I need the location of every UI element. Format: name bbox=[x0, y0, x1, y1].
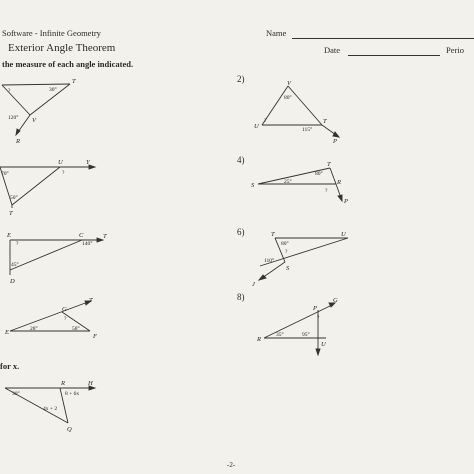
figure-problem-3 bbox=[0, 165, 95, 208]
p9-label-R: R bbox=[61, 380, 65, 387]
p4-angle-unknown: ? bbox=[325, 188, 328, 194]
figure-problem-2 bbox=[262, 86, 339, 137]
instructions-angles: the measure of each angle indicated. bbox=[2, 59, 134, 69]
p1-label-T: T bbox=[72, 78, 76, 85]
problem-number-8: 8) bbox=[237, 292, 245, 302]
p3-label-T: T bbox=[9, 210, 13, 217]
p9-angle-30: 30° bbox=[12, 391, 20, 397]
worksheet-title: Exterior Angle Theorem bbox=[8, 42, 116, 54]
problem-number-2: 2) bbox=[237, 74, 245, 84]
p6-label-T: T bbox=[271, 231, 275, 238]
p2-angle-80: 80° bbox=[284, 95, 292, 101]
p9-angle-8-plus-6x: 8 + 6x bbox=[65, 391, 80, 397]
problem-number-6: 6) bbox=[237, 227, 245, 237]
p4-label-T: T bbox=[327, 161, 331, 168]
p7-label-F: F bbox=[93, 333, 97, 340]
p1-angle-unknown: ? bbox=[8, 88, 11, 94]
p8-label-G: G bbox=[333, 297, 338, 304]
p5-label-D: D bbox=[10, 278, 15, 285]
p6-label-U: U bbox=[341, 231, 346, 238]
publisher-text: Software - Infinite Geometry bbox=[2, 28, 101, 38]
p8-label-R: R bbox=[257, 336, 261, 343]
p4-angle-25: 25° bbox=[284, 179, 292, 185]
p1-angle-30: 30° bbox=[49, 87, 57, 93]
p3-angle-unknown: ? bbox=[62, 170, 65, 176]
p1-label-V: V bbox=[32, 117, 36, 124]
figure-problem-1 bbox=[2, 84, 70, 135]
p7-angle-28: 28° bbox=[30, 326, 38, 332]
p2-label-V: V bbox=[287, 80, 291, 87]
p4-angle-80: 80° bbox=[315, 171, 323, 177]
p3-label-Y: Y bbox=[86, 159, 90, 166]
p3-label-U: U bbox=[58, 159, 63, 166]
p5-label-T: T bbox=[103, 233, 107, 240]
figure-problem-4 bbox=[258, 168, 342, 201]
p8-angle-35: 35° bbox=[276, 332, 284, 338]
p4-label-S: S bbox=[251, 182, 255, 189]
name-label: Name bbox=[266, 28, 287, 38]
p8-label-P: P bbox=[313, 305, 317, 312]
p6-angle-110: 110° bbox=[264, 258, 275, 264]
p9-label-H: H bbox=[88, 380, 93, 387]
p5-angle-45: 45° bbox=[11, 262, 19, 268]
p5-angle-140: 140° bbox=[82, 241, 93, 247]
p7-label-T: T bbox=[89, 297, 93, 304]
p9-angle-4x-plus-2: 4x + 2 bbox=[43, 406, 58, 412]
p6-angle-unknown: ? bbox=[285, 249, 288, 255]
p5-label-E: E bbox=[7, 232, 11, 239]
p5-angle-unknown: ? bbox=[16, 241, 19, 247]
p3-angle-50: 50° bbox=[10, 195, 18, 201]
p3-angle-70: 70° bbox=[1, 171, 9, 177]
p4-label-P: P bbox=[344, 198, 348, 205]
p6-label-S: S bbox=[286, 265, 290, 272]
p8-angle-unknown: ? bbox=[317, 315, 320, 321]
p2-label-T: T bbox=[323, 118, 327, 125]
p1-angle-120: 120° bbox=[8, 115, 19, 121]
p8-angle-95: 95° bbox=[302, 332, 310, 338]
p2-label-P: P bbox=[333, 138, 337, 145]
p7-angle-unknown: ? bbox=[64, 316, 67, 322]
instructions-solve: for x. bbox=[0, 361, 20, 371]
period-label: Perio bbox=[446, 45, 464, 55]
date-label: Date bbox=[324, 45, 341, 55]
p9-label-Q: Q bbox=[67, 426, 72, 433]
p7-label-E: E bbox=[5, 329, 9, 336]
p7-label-G: G bbox=[62, 306, 67, 313]
p6-angle-80: 80° bbox=[281, 241, 289, 247]
p7-angle-58: 58° bbox=[72, 326, 80, 332]
p8-label-U: U bbox=[321, 341, 326, 348]
p2-angle-unknown: ? bbox=[264, 118, 267, 124]
p5-label-C: C bbox=[79, 232, 84, 239]
p2-angle-115: 115° bbox=[302, 127, 313, 133]
p2-label-U: U bbox=[254, 123, 259, 130]
p6-label-J: J bbox=[252, 281, 255, 288]
problem-number-4: 4) bbox=[237, 155, 245, 165]
page-number: -2- bbox=[227, 461, 236, 469]
p1-label-R: R bbox=[16, 138, 20, 145]
p4-label-R: R bbox=[337, 179, 341, 186]
